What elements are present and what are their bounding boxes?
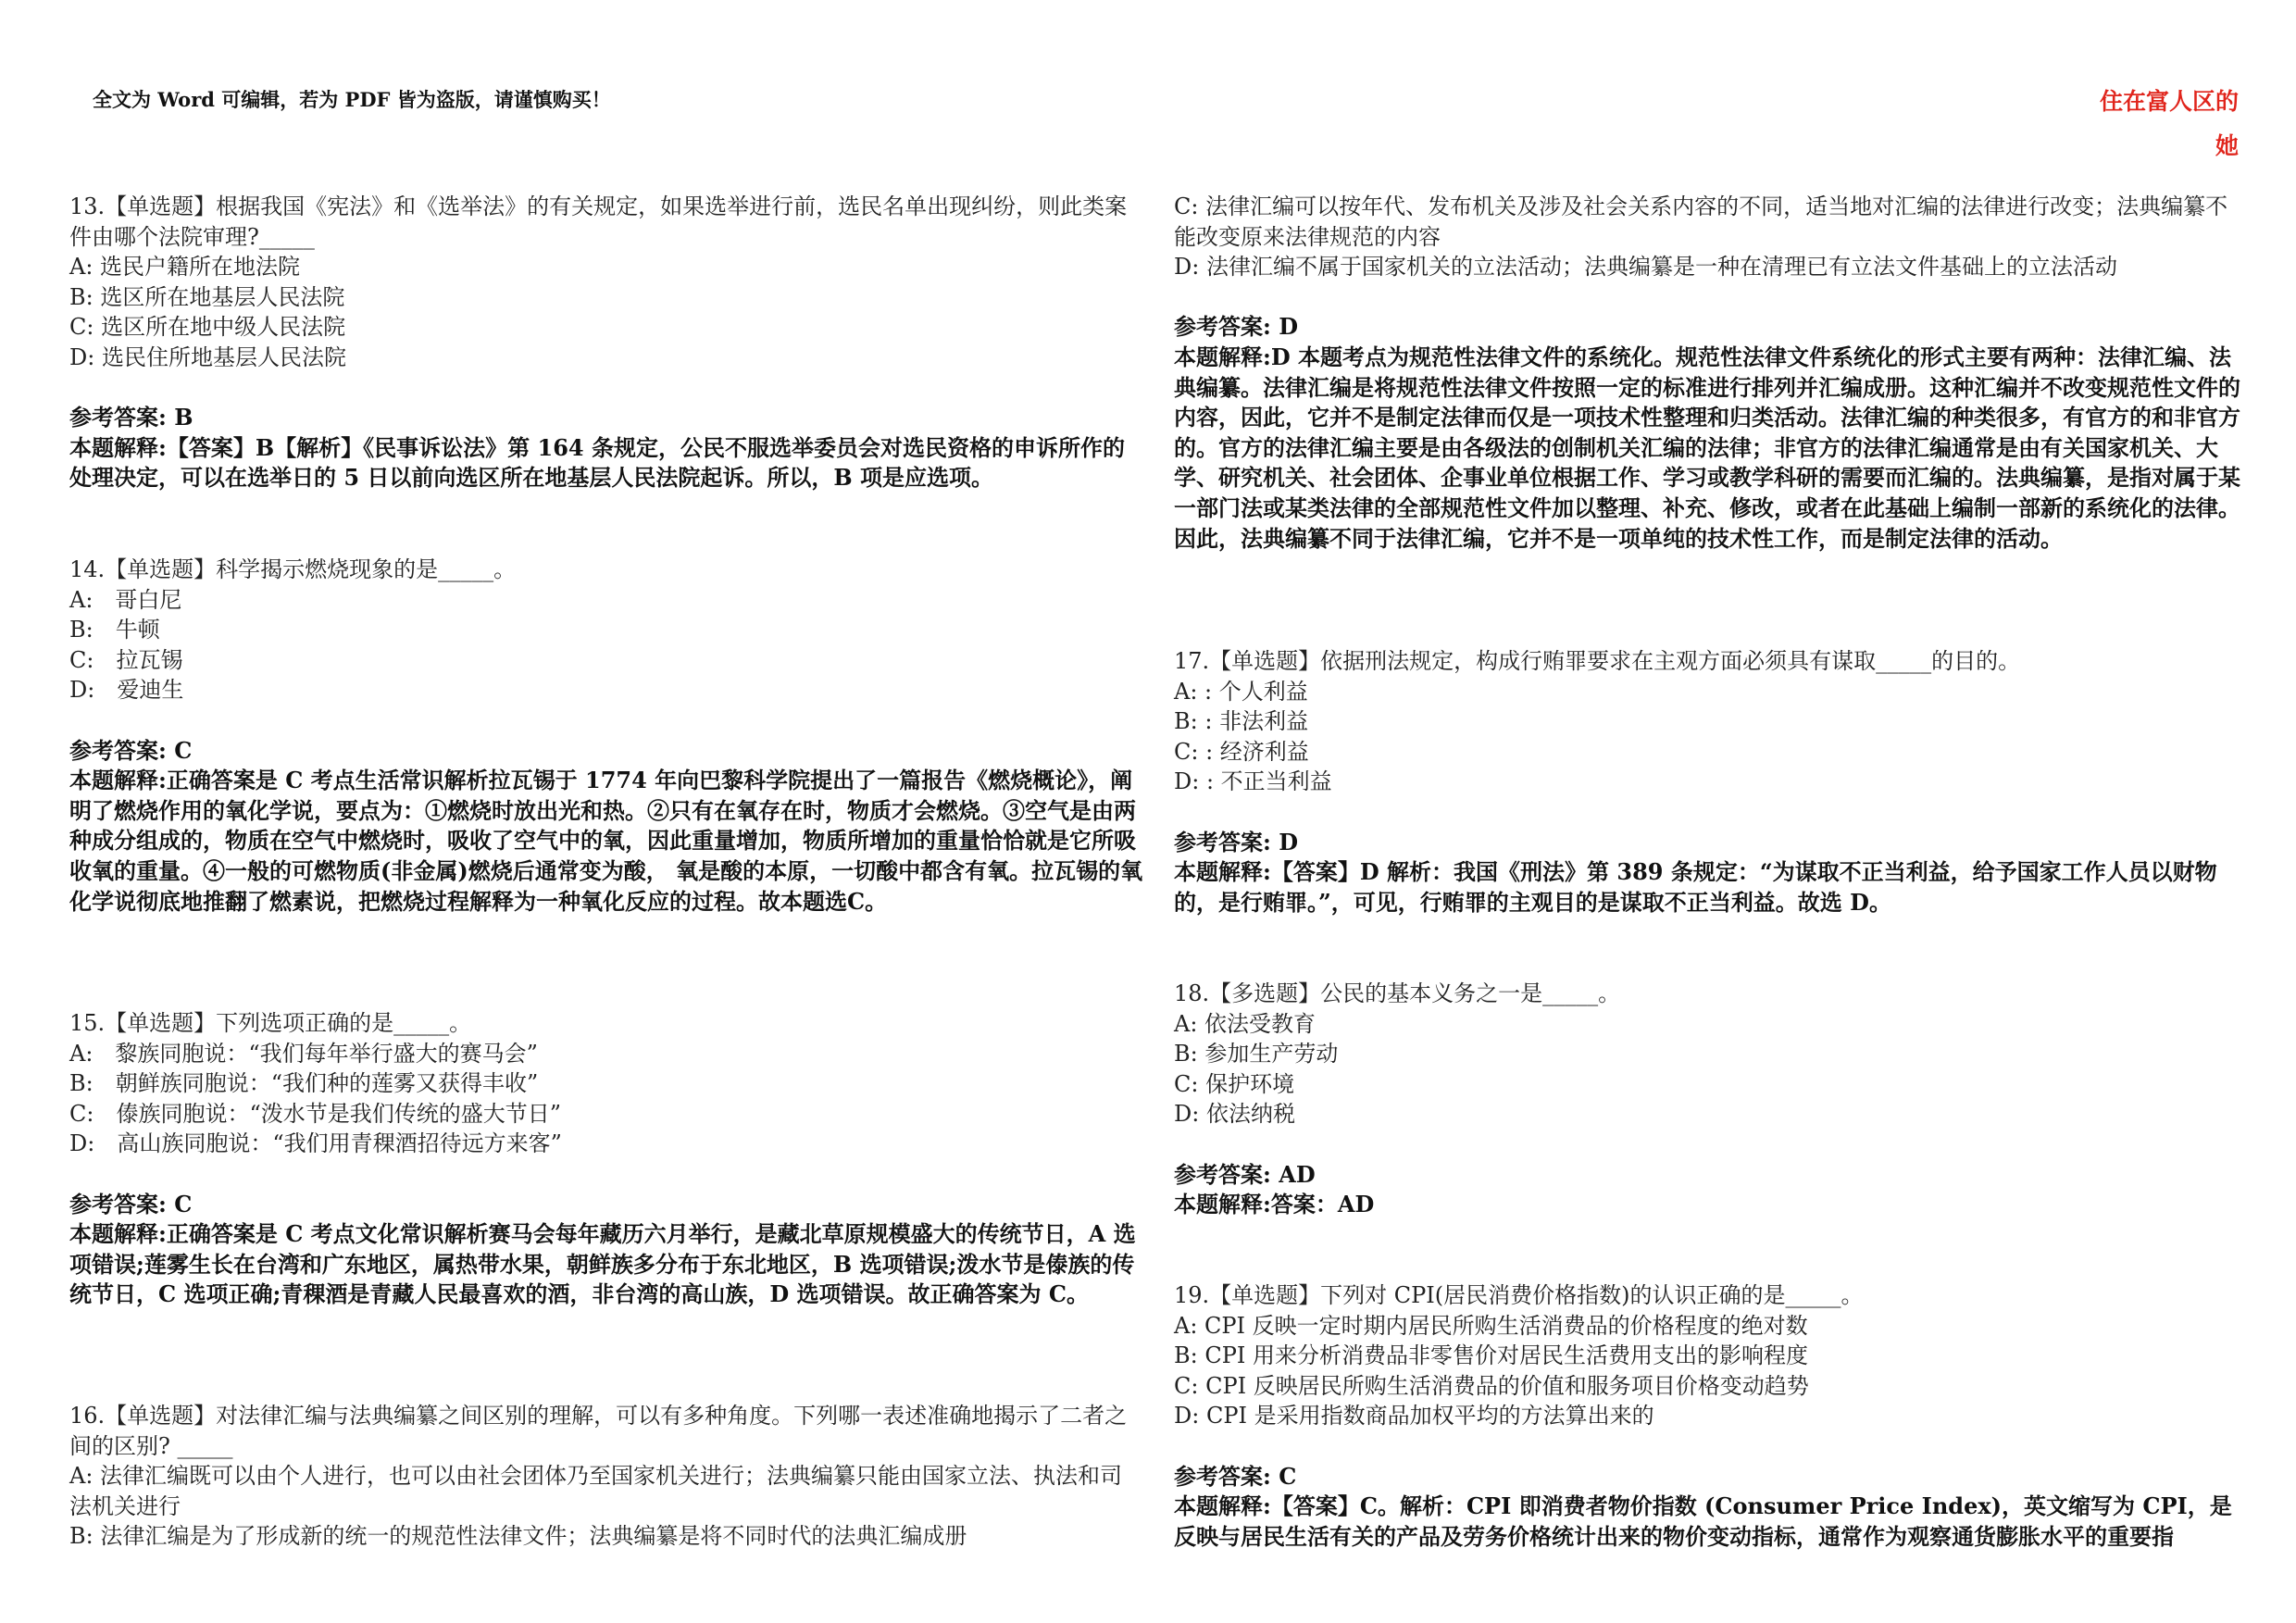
question-stem: 15.【单选题】下列选项正确的是_____。 — [69, 1010, 472, 1036]
option: D: 法律汇编不属于国家机关的立法活动；法典编纂是一种在清理已有立法文件基础上的立法活动 — [1174, 254, 2117, 281]
option: C: 保护环境 — [1174, 1070, 1295, 1097]
option: B: 选区所在地基层人民法院 — [69, 283, 345, 310]
watermark-line-1: 住在富人区的 — [2099, 88, 2239, 115]
answer-explanation: 本题解释:【答案】D 解析：我国《刑法》第 389 条规定：“为谋取不正当利益，给予国家工作人员以财物的，是行贿罪。”，可见，行贿罪的主观目的是谋取不正当利益。故选 D。 — [1174, 858, 2217, 916]
question-14 — [69, 555, 1143, 917]
reference-answer: 参考答案: C — [69, 1190, 193, 1217]
reference-answer: 参考答案: D — [1174, 313, 1299, 341]
option: D: 选民住所地基层人民法院 — [69, 343, 346, 370]
option: C: 拉瓦锡 — [69, 646, 183, 673]
option: A: 哥白尼 — [69, 586, 182, 613]
question-18 — [1174, 979, 2248, 1220]
question-stem: 19.【单选题】下列对 CPI(居民消费价格指数)的认识正确的是_____。 — [1174, 1282, 1864, 1308]
answer-explanation: 本题解释:D 本题考点为规范性法律文件的系统化。规范性法律文件系统化的形式主要有两种：法律汇编、法典编纂。法律汇编是将规范性法律文件按照一定的标准进行排列并汇编成册。这种汇编并不改变规范性文件的内容，因此，它并不是制定法律而仅是一项技术性整理和归类活动。法律汇编的种类很多，有官方的和非官方的。官方的法律汇编主要是由各级法的创制机关汇编的法律；非官方的法律汇编通常是由有关国家机关、大学、研究机关、社会团体、企事业单位根据工作、学习或教学科研的需要而汇编的。法典编纂，是指对属于某一部门法或某类法律的全部规范性文件加以整理、补充、修改，或者在此基础上编制一部新的系统化的法律。因此，法典编纂不同于法律汇编，它并不是一项单纯的技术性工作，而是制定法律的活动。 — [1174, 343, 2240, 552]
option: A: CPI 反映一定时期内居民所购生活消费品的价格程度的绝对数 — [1174, 1312, 1808, 1339]
reference-answer: 参考答案: C — [1174, 1462, 1297, 1490]
answer-explanation: 本题解释:正确答案是 C 考点生活常识解析拉瓦锡于 1774 年向巴黎科学院提出了一篇报告《燃烧概论》，阐明了燃烧作用的氧化学说，要点为：①燃烧时放出光和热。②只有在氧存在时，物质才会燃烧。③空气是由两种成分组成的，物质在空气中燃烧时，吸收了空气中的氧，因此重量增加，物质所增加的重量恰恰就是它所吸收氧的重量。④一般的可燃物质(非金属)燃烧后通常变为酸， 氧是酸的本原，一切酸中都含有氧。拉瓦锡的氧化学说彻底地推翻了燃素说，把燃烧过程解释为一种氧化反应的过程。故本题选C。 — [69, 767, 1143, 915]
option: A: 法律汇编既可以由个人进行，也可以由社会团体乃至国家机关进行；法典编纂只能由国家立法、执法和司法机关进行 — [69, 1463, 1123, 1519]
option: A: 黎族同胞说：“我们每年举行盛大的赛马会” — [69, 1040, 538, 1067]
option: D: : 不正当利益 — [1174, 768, 1332, 795]
question-stem: 18.【多选题】公民的基本义务之一是_____。 — [1174, 980, 1621, 1006]
answer-explanation: 本题解释:正确答案是 C 考点文化常识解析赛马会每年藏历六月举行，是藏北草原规模盛大的传统节日，A 选项错误;莲雾生长在台湾和广东地区，属热带水果，朝鲜族多分布于东北地区，B 选项错误;泼水节是傣族的传统节日，C 选项正确;青稞酒是青藏人民最喜欢的酒，非台湾的高山族，D 选项错误。故正确答案为 C。 — [69, 1220, 1136, 1308]
copyright-notice: 全文为 Word 可编辑，若为 PDF 皆为盗版，请谨慎购买！ — [93, 88, 611, 111]
option: D: 高山族同胞说：“我们用青稞酒招待远方来客” — [69, 1130, 562, 1157]
question-16 — [69, 1401, 1143, 1552]
option: A: 依法受教育 — [1174, 1010, 1316, 1037]
reference-answer: 参考答案: C — [69, 736, 193, 764]
answer-explanation: 本题解释:【答案】C。解析：CPI 即消费者物价指数 (Consumer Price Index)，英文缩写为 CPI，是反映与居民生活有关的产品及劳务价格统计出来的物价变动指标，通常作为观察通货膨胀水平的重要指 — [1174, 1492, 2232, 1550]
option: B: 牛顿 — [69, 617, 160, 643]
question-stem: 14.【单选题】科学揭示燃烧现象的是_____。 — [69, 556, 517, 582]
answer-explanation: 本题解释:答案：AD — [1174, 1191, 1375, 1218]
answer-explanation: 本题解释:【答案】B【解析】《民事诉讼法》第 164 条规定，公民不服选举委员会对选民资格的申诉所作的处理决定，可以在选举日的 5 日以前向选区所在地基层人民法院起诉。所以，B 项是应选项。 — [69, 433, 1125, 492]
question-16-continued — [1174, 192, 2248, 554]
question-stem: 16.【单选题】对法律汇编与法典编纂之间区别的理解，可以有多种角度。下列哪一表述准确地揭示了二者之间的区别? _____ — [69, 1403, 1128, 1459]
option: C: 选区所在地中级人民法院 — [69, 314, 346, 341]
question-13 — [69, 192, 1143, 493]
option: C: 傣族同胞说：“泼水节是我们传统的盛大节日” — [69, 1100, 561, 1127]
question-19 — [1174, 1280, 2248, 1552]
reference-answer: 参考答案: AD — [1174, 1160, 1316, 1188]
option: C: : 经济利益 — [1174, 738, 1309, 765]
question-17 — [1174, 646, 2248, 918]
watermark-line-2: 她 — [2215, 132, 2239, 159]
option: D: 依法纳税 — [1174, 1101, 1295, 1128]
reference-answer: 参考答案: D — [1174, 828, 1299, 855]
option: B: 参加生产劳动 — [1174, 1041, 1339, 1067]
option: D: CPI 是采用指数商品加权平均的方法算出来的 — [1174, 1403, 1654, 1429]
option: B: 朝鲜族同胞说：“我们种的莲雾又获得丰收” — [69, 1070, 539, 1097]
option: B: CPI 用来分析消费品非零售价对居民生活费用支出的影响程度 — [1174, 1342, 1808, 1369]
option: A: 选民户籍所在地法院 — [69, 254, 301, 281]
reference-answer: 参考答案: B — [69, 404, 193, 431]
question-stem: 13.【单选题】根据我国《宪法》和《选举法》的有关规定，如果选举进行前，选民名单出现纠纷，则此类案件由哪个法院审理?_____ — [69, 194, 1128, 250]
question-15 — [69, 1008, 1143, 1310]
option: C: 法律汇编可以按年代、发布机关及涉及社会关系内容的不同，适当地对汇编的法律进行改变；法典编纂不能改变原来法律规范的内容 — [1174, 194, 2228, 250]
option: C: CPI 反映居民所购生活消费品的价值和服务项目价格变动趋势 — [1174, 1372, 1809, 1399]
option: A: : 个人利益 — [1174, 678, 1308, 705]
option: D: 爱迪生 — [69, 677, 184, 704]
option: B: : 非法利益 — [1174, 708, 1309, 735]
option: B: 法律汇编是为了形成新的统一的规范性法律文件；法典编纂是将不同时代的法典汇编成册 — [69, 1523, 967, 1550]
question-stem: 17.【单选题】依据刑法规定，构成行贿罪要求在主观方面必须具有谋取_____的目的。 — [1174, 648, 2021, 674]
